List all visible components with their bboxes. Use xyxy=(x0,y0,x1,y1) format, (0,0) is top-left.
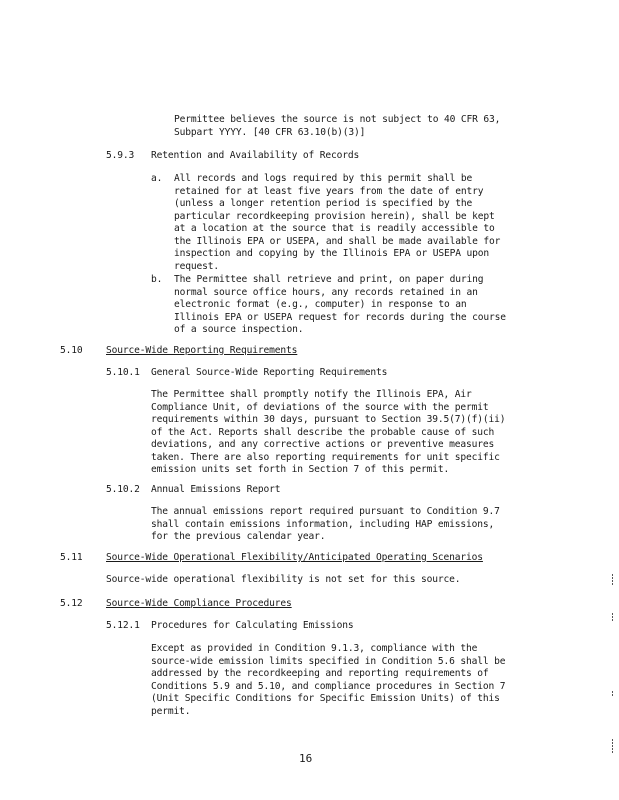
text-line: inspection and copying by the Illinois EPA or USEPA upon xyxy=(174,248,490,259)
item-b-paragraph xyxy=(174,274,506,337)
text-line: The Permittee shall retrieve and print, on paper during xyxy=(174,274,484,285)
text-line: The Permittee shall promptly notify the Illinois EPA, Air xyxy=(151,389,472,400)
text-line: taken. There are also reporting requirements for unit specific xyxy=(151,451,500,463)
text-line: of a source inspection. xyxy=(174,324,304,335)
section-5-10-2-number: 5.10.2 xyxy=(106,484,140,495)
text-line: retained for at least five years from the date of entry xyxy=(174,185,484,197)
text-line: Compliance Unit, of deviations of the source with the permit xyxy=(151,401,489,413)
text-line: (Unit Specific Conditions for Specific Emission Units) of this xyxy=(151,693,500,704)
section-5-9-3-title: Retention and Availability of Records xyxy=(151,150,360,161)
section-5-11-number: 5.11 xyxy=(60,552,83,563)
section-5-10-title: Source-Wide Reporting Requirements xyxy=(106,345,298,356)
text-line: Illinois EPA or USEPA request for records during the course xyxy=(174,311,506,323)
text-line: Subpart YYYY. [40 CFR 63.10(b)(3)] xyxy=(174,126,366,138)
text-line: request. xyxy=(174,260,220,272)
item-a-paragraph xyxy=(174,173,500,273)
section-5-12-number: 5.12 xyxy=(60,598,83,609)
section-5-10-1-number: 5.10.1 xyxy=(106,367,140,378)
section-5-10-2-title: Annual Emissions Report xyxy=(151,484,281,495)
item-b-marker: b. xyxy=(151,274,163,285)
text-line: the Illinois EPA or USEPA, and shall be made available for xyxy=(174,235,501,247)
scan-artifact xyxy=(612,573,614,586)
section-5-12-title: Source-Wide Compliance Procedures xyxy=(106,598,292,609)
section-5-11-title: Source-Wide Operational Flexibility/Anticipated Operating Scenarios xyxy=(106,552,483,563)
text-line: normal source office hours, any records retained in an xyxy=(174,286,478,298)
section-5-10-1-title: General Source-Wide Reporting Requirements xyxy=(151,367,388,378)
section-5-9-3-number: 5.9.3 xyxy=(106,150,135,161)
text-line: shall contain emissions information, including HAP emissions, xyxy=(151,518,495,530)
scan-artifact xyxy=(612,690,614,697)
text-line: The annual emissions report required pursuant to Condition 9.7 xyxy=(151,506,500,517)
text-line: addressed by the recordkeeping and reporting requirements of xyxy=(151,668,489,679)
text-line: particular recordkeeping provision herein), shall be kept xyxy=(174,210,495,222)
text-line: electronic format (e.g., computer) in response to an xyxy=(174,299,467,310)
text-line: permit. xyxy=(151,705,191,717)
section-5-12-1-number: 5.12.1 xyxy=(106,620,140,631)
text-line: deviations, and any corrective actions or preventive measures xyxy=(151,439,495,450)
text-line: Permittee believes the source is not subject to 40 CFR 63, xyxy=(174,114,501,125)
item-a-marker: a. xyxy=(151,173,163,184)
text-line: source-wide emission limits specified in Condition 5.6 shall be xyxy=(151,655,506,667)
section-5-12-1-title: Procedures for Calculating Emissions xyxy=(151,620,354,631)
text-line: emission units set forth in Section 7 of this permit. xyxy=(151,464,450,475)
section-5-10-number: 5.10 xyxy=(60,345,83,356)
text-line: for the previous calendar year. xyxy=(151,531,326,542)
text-line: requirements within 30 days, pursuant to Section 39.5(7)(f)(ii) xyxy=(151,414,506,425)
section-5-10-2-paragraph xyxy=(151,506,500,544)
scan-artifact xyxy=(612,612,614,622)
section-5-11-text: Source-wide operational flexibility is not set for this source. xyxy=(106,574,461,585)
page-number: 16 xyxy=(299,752,313,765)
text-line: Except as provided in Condition 9.1.3, compliance with the xyxy=(151,643,478,654)
text-line: of the Act. Reports shall describe the probable cause of such xyxy=(151,426,495,438)
section-5-12-1-paragraph xyxy=(151,643,505,718)
text-line: (unless a longer retention period is specified by the xyxy=(174,198,473,209)
text-line: at a location at the source that is readily accessible to xyxy=(174,223,495,234)
intro-paragraph xyxy=(174,114,500,139)
section-5-10-1-paragraph xyxy=(151,389,505,477)
scan-artifact xyxy=(612,738,614,754)
text-line: Conditions 5.9 and 5.10, and compliance procedures in Section 7 xyxy=(151,680,506,692)
text-line: All records and logs required by this permit shall be xyxy=(174,173,473,184)
